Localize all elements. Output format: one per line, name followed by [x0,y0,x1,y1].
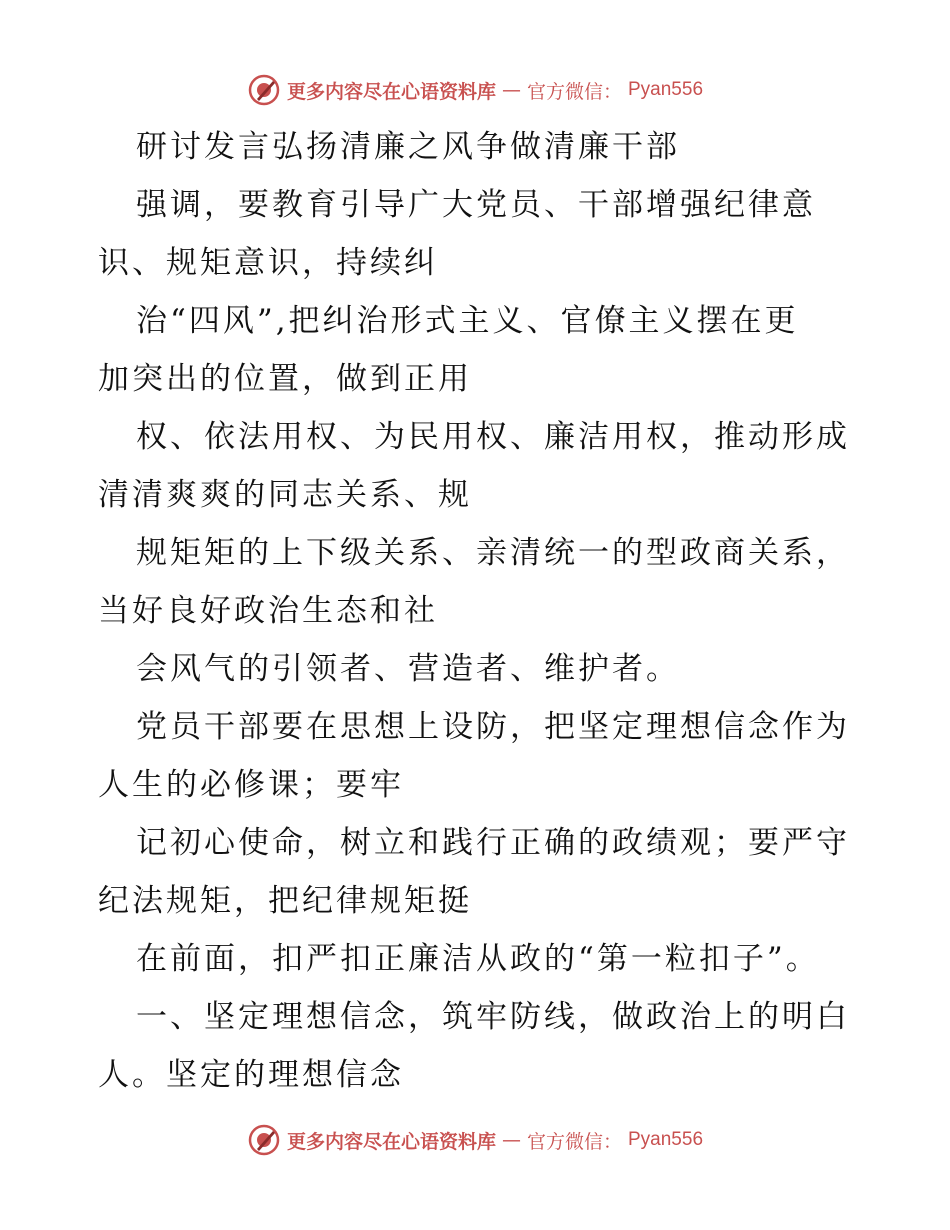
document-line: 会风气的引领者、营造者、维护者。 [136,651,680,687]
document-line: 当好良好政治生态和社 [98,593,438,629]
watermark-banner-top [0,70,950,110]
document-line: 人。坚定的理想信念 [98,1057,404,1093]
document-line: 识、规矩意识，持续纠 [98,245,438,281]
document-line: 研讨发言弘扬清廉之风争做清廉干部 [136,129,680,165]
document-line: 纪法规矩，把纪律规矩挺 [98,883,472,919]
document-line: 在前面，扣严扣正廉洁从政的“第一粒扣子”。 [136,941,820,977]
document-line: 清清爽爽的同志关系、规 [98,477,472,513]
document-line: 记初心使命，树立和践行正确的政绩观；要严守 [136,825,850,861]
document-line: 规矩矩的上下级关系、亲清统一的型政商关系， [136,535,850,571]
document-line: 人生的必修课；要牢 [98,767,404,803]
watermark-wechat-id: Pyan556 [628,1129,704,1150]
brand-logo-icon [247,1123,281,1157]
document-line: 一、坚定理想信念，筑牢防线，做政治上的明白 [136,999,850,1035]
document-line: 党员干部要在思想上设防，把坚定理想信念作为 [136,709,850,745]
watermark-separator: — [501,1129,521,1151]
brand-logo-icon [247,73,281,107]
watermark-official-label: 官方微信： [526,80,622,103]
watermark-wechat-id: Pyan556 [628,79,704,100]
document-line: 权、依法用权、为民用权、廉洁用权，推动形成 [136,419,850,455]
watermark-brand-text: 更多内容尽在心语资料库 [286,80,496,103]
watermark-brand-text: 更多内容尽在心语资料库 [286,1130,496,1153]
document-line: 治“四风”,把纠治形式主义、官僚主义摆在更 [136,303,799,339]
watermark-official-label: 官方微信： [526,1130,622,1153]
document-body [98,118,858,1104]
document-line: 加突出的位置，做到正用 [98,361,472,397]
watermark-banner-bottom [0,1120,950,1160]
watermark-separator: — [501,79,521,101]
document-line: 强调，要教育引导广大党员、干部增强纪律意 [136,187,816,223]
